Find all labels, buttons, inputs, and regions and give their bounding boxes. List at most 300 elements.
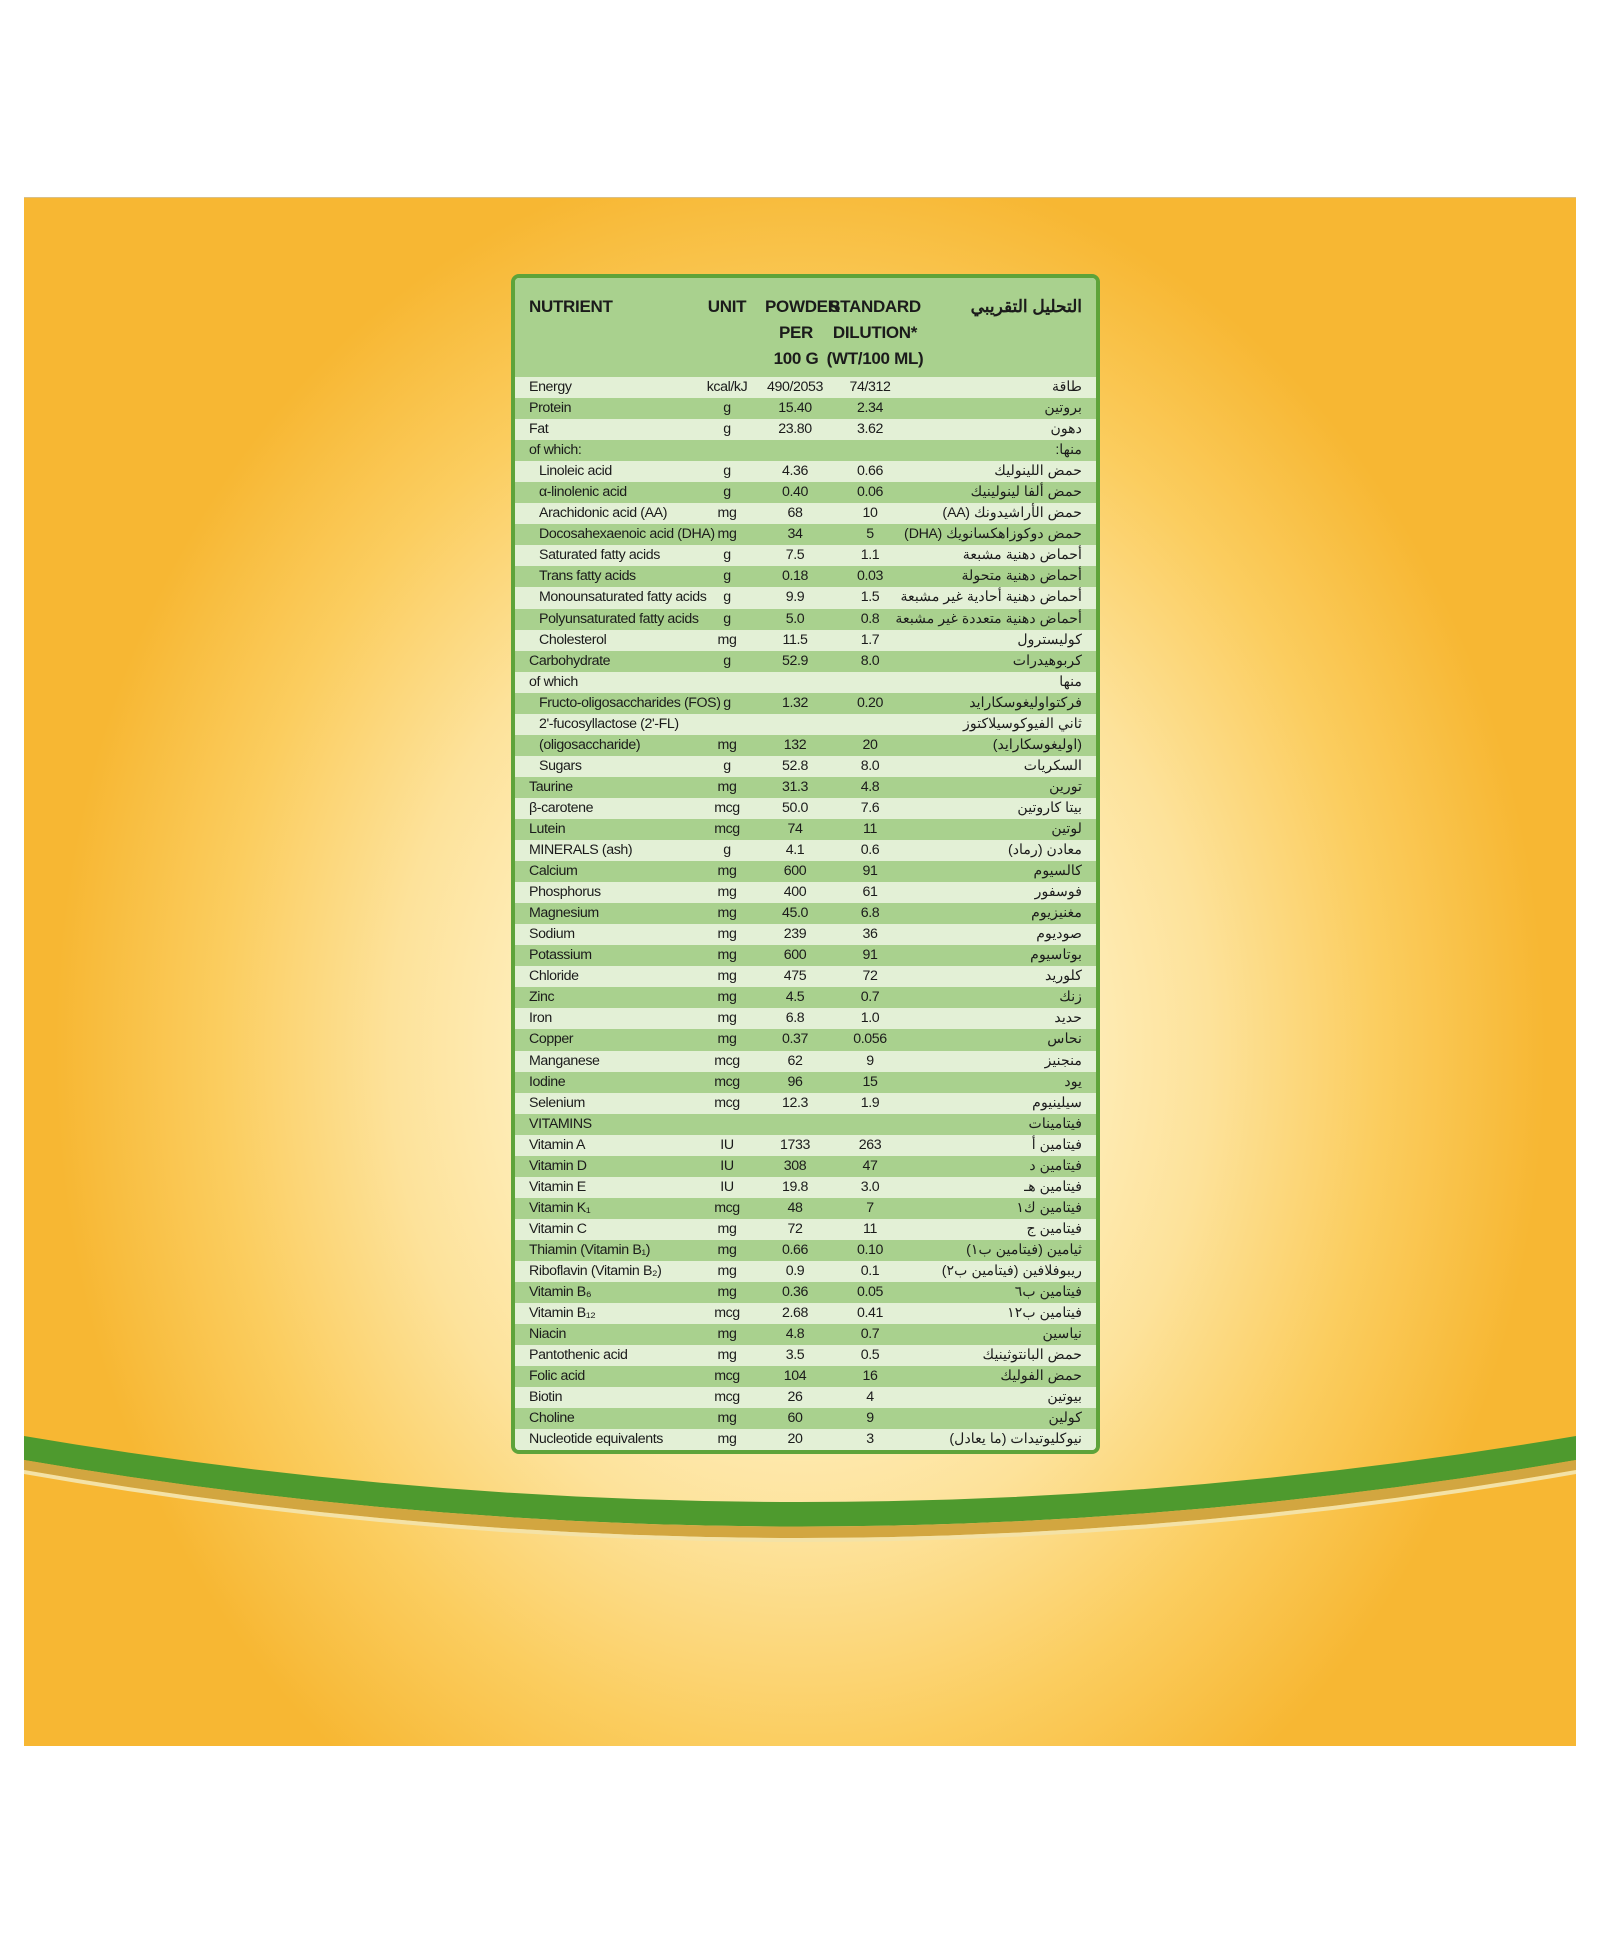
- nutrient-unit: mcg: [714, 1073, 740, 1090]
- powder-value: 34: [787, 526, 803, 543]
- nutrient-name: α-linolenic acid: [539, 484, 627, 501]
- dilution-value: 0.03: [856, 568, 883, 585]
- dilution-value: 16: [862, 1368, 878, 1385]
- dilution-value: 0.7: [860, 1326, 880, 1343]
- table-row: [515, 1051, 1096, 1072]
- nutrient-name: Copper: [529, 1031, 574, 1048]
- nutrient-unit: kcal/kJ: [706, 379, 748, 395]
- nutrient-name: of which:: [529, 442, 582, 459]
- nutrient-name-arabic: كولين: [1048, 1410, 1082, 1427]
- nutrient-name-arabic: صوديوم: [1036, 926, 1082, 943]
- nutrient-name: Selenium: [529, 1094, 585, 1111]
- powder-value: 62: [787, 1052, 803, 1069]
- dilution-value: 74/312: [849, 379, 891, 395]
- nutrient-name-arabic: مغنيزيوم: [1031, 905, 1082, 922]
- nutrient-name: Vitamin A: [529, 1136, 586, 1153]
- table-row: [515, 440, 1096, 461]
- nutrient-unit: IU: [720, 1157, 734, 1174]
- table-row: [515, 1387, 1096, 1408]
- nutrient-name-arabic: فيتامين ب١٢: [1007, 1305, 1082, 1322]
- nutrient-unit: g: [723, 610, 731, 627]
- nutrient-name: Vitamin E: [529, 1178, 586, 1195]
- powder-value: 600: [783, 947, 807, 964]
- nutrient-name: Carbohydrate: [529, 652, 611, 669]
- nutrient-name-arabic: يود: [1064, 1073, 1082, 1090]
- nutrient-unit: mcg: [714, 1199, 740, 1216]
- table-row: [515, 1156, 1096, 1177]
- nutrient-name-arabic: (اوليغوسكارايد): [992, 736, 1082, 753]
- powder-value: 15.40: [778, 400, 812, 417]
- dilution-value: 0.41: [856, 1305, 883, 1322]
- dilution-value: 7: [866, 1199, 874, 1216]
- nutrient-name-arabic: حمض دوكوزاهكسانويك (DHA): [904, 526, 1082, 543]
- header-nutrient: NUTRIENT: [529, 297, 613, 316]
- powder-value: 0.37: [781, 1031, 808, 1048]
- packaging-background: [24, 197, 1576, 1746]
- dilution-value: 47: [862, 1157, 878, 1174]
- nutrient-name-arabic: حمض الأراشيدونك (AA): [942, 505, 1082, 522]
- powder-value: 19.8: [781, 1178, 808, 1195]
- nutrient-name-arabic: فيتامين هـ: [1024, 1178, 1082, 1195]
- table-row: [515, 1408, 1096, 1429]
- nutrition-table: [511, 274, 1100, 1454]
- nutrient-name-arabic: أحماض دهنية متحولة: [961, 568, 1082, 585]
- nutrient-unit: mg: [717, 1284, 737, 1301]
- nutrient-name-arabic: معادن (رماد): [1008, 842, 1082, 859]
- dilution-value: 1.1: [860, 547, 880, 564]
- nutrient-unit: mg: [717, 1347, 737, 1364]
- nutrient-unit: mg: [717, 1431, 737, 1448]
- table-row: [515, 840, 1096, 861]
- nutrient-name-arabic: منها: [1059, 673, 1082, 690]
- powder-value: 26: [787, 1389, 803, 1406]
- header-unit: UNIT: [707, 297, 747, 316]
- table-row: [515, 1177, 1096, 1198]
- dilution-value: 0.1: [860, 1262, 880, 1279]
- dilution-value: 0.10: [856, 1241, 883, 1258]
- powder-value: 2.68: [781, 1305, 808, 1322]
- nutrient-name-arabic: نحاس: [1047, 1031, 1082, 1048]
- table-row: [515, 882, 1096, 903]
- table-row: [515, 587, 1096, 608]
- nutrient-name-arabic: فيتامينات: [1028, 1115, 1082, 1132]
- dilution-value: 0.5: [860, 1347, 880, 1364]
- dilution-value: 0.8: [860, 610, 880, 627]
- nutrient-name-arabic: فيتامين ك١: [1016, 1199, 1082, 1216]
- nutrient-name: Taurine: [529, 778, 573, 795]
- table-row: [515, 1345, 1096, 1366]
- powder-value: 52.8: [781, 757, 808, 774]
- dilution-value: 263: [858, 1136, 882, 1153]
- nutrient-name-arabic: كلوريد: [1044, 968, 1082, 985]
- nutrient-unit: g: [723, 652, 731, 669]
- nutrient-name: Vitamin C: [529, 1220, 587, 1237]
- nutrient-unit: g: [723, 463, 731, 480]
- dilution-value: 20: [862, 736, 878, 753]
- dilution-value: 1.9: [860, 1094, 880, 1111]
- powder-value: 0.40: [781, 484, 808, 501]
- table-row: [515, 398, 1096, 419]
- powder-value: 4.5: [785, 989, 805, 1006]
- nutrient-name: Docosahexaenoic acid (DHA): [539, 526, 715, 543]
- table-row: [515, 1240, 1096, 1261]
- nutrient-name: Potassium: [529, 947, 592, 964]
- nutrient-unit: g: [723, 842, 731, 859]
- nutrient-name: Vitamin K₁: [529, 1199, 591, 1216]
- table-row: [515, 1198, 1096, 1219]
- nutrient-name: Iron: [529, 1010, 552, 1027]
- header-standard-dilution: STANDARD DILUTION* (WT/100 ML): [826, 297, 924, 368]
- nutrient-name-arabic: فيتامين ج: [1026, 1220, 1082, 1237]
- nutrient-name-arabic: بيوتين: [1047, 1389, 1082, 1406]
- nutrient-name-arabic: فيتامين ب٦: [1014, 1284, 1082, 1301]
- powder-value: 68: [787, 505, 803, 522]
- table-row: [515, 630, 1096, 651]
- table-row: [515, 1366, 1096, 1387]
- table-row: [515, 1008, 1096, 1029]
- dilution-value: 7.6: [860, 799, 880, 816]
- nutrient-unit: g: [723, 568, 731, 585]
- nutrient-unit: IU: [720, 1136, 734, 1153]
- table-row: [515, 1303, 1096, 1324]
- nutrient-name-arabic: حمض الفوليك: [1000, 1368, 1082, 1385]
- nutrient-name-arabic: بيتا كاروتين: [1017, 799, 1082, 816]
- dilution-value: 1.7: [860, 631, 880, 648]
- dilution-value: 10: [862, 505, 878, 522]
- nutrient-name: Vitamin D: [529, 1157, 587, 1174]
- nutrient-name-arabic: فوسفور: [1034, 884, 1082, 901]
- dilution-value: 0.05: [856, 1284, 883, 1301]
- table-row: [515, 945, 1096, 966]
- table-row: [515, 735, 1096, 756]
- powder-value: 9.9: [785, 589, 805, 606]
- nutrient-name-arabic: سيلينيوم: [1032, 1094, 1082, 1111]
- nutrient-name-arabic: نيوكليوتيدات (ما يعادل): [949, 1431, 1082, 1448]
- nutrient-unit: mg: [717, 1220, 737, 1237]
- nutrient-unit: mcg: [714, 1389, 740, 1406]
- dilution-value: 8.0: [860, 757, 880, 774]
- header-arabic: التحليل التقريبي: [970, 297, 1082, 316]
- table-row: [515, 672, 1096, 693]
- table-row: [515, 377, 1096, 398]
- nutrient-unit: mg: [717, 947, 737, 964]
- nutrient-name: of which: [529, 673, 578, 690]
- table-row: [515, 503, 1096, 524]
- nutrient-unit: mg: [717, 736, 737, 753]
- powder-value: 0.18: [781, 568, 808, 585]
- dilution-value: 5: [866, 526, 874, 543]
- dilution-value: 2.34: [856, 400, 883, 417]
- nutrient-name: Cholesterol: [539, 631, 607, 648]
- table-row: [515, 819, 1096, 840]
- nutrient-name: Zinc: [529, 989, 555, 1006]
- dilution-value: 61: [862, 884, 878, 901]
- table-row: [515, 693, 1096, 714]
- nutrient-unit: mg: [717, 926, 737, 943]
- nutrient-name-arabic: حديد: [1054, 1010, 1082, 1027]
- powder-value: 48: [787, 1199, 803, 1216]
- nutrient-unit: mg: [717, 1241, 737, 1258]
- nutrient-name: Calcium: [529, 863, 578, 880]
- nutrient-name: Energy: [529, 379, 572, 395]
- powder-value: 0.66: [781, 1241, 808, 1258]
- powder-value: 600: [783, 863, 807, 880]
- nutrient-name-arabic: فيتامين أ: [1031, 1136, 1082, 1153]
- nutrient-name-arabic: نياسين: [1042, 1326, 1082, 1343]
- powder-value: 4.36: [781, 463, 808, 480]
- nutrient-unit: mg: [717, 778, 737, 795]
- nutrient-unit: g: [723, 400, 731, 417]
- table-row: [515, 1093, 1096, 1114]
- nutrient-name: Riboflavin (Vitamin B₂): [529, 1262, 662, 1279]
- dilution-value: 36: [862, 926, 878, 943]
- nutrient-unit: mg: [717, 1326, 737, 1343]
- nutrient-name-arabic: بروتين: [1044, 400, 1082, 417]
- nutrient-name: Polyunsaturated fatty acids: [539, 610, 699, 627]
- powder-value: 23.80: [778, 421, 812, 438]
- table-row: [515, 966, 1096, 987]
- nutrient-unit: mg: [717, 884, 737, 901]
- dilution-value: 3: [866, 1431, 874, 1448]
- dilution-value: 91: [862, 863, 878, 880]
- dilution-value: 3.62: [856, 421, 883, 438]
- nutrient-name: Magnesium: [529, 905, 599, 922]
- powder-value: 0.9: [785, 1262, 805, 1279]
- nutrient-name: β-carotene: [529, 799, 594, 816]
- table-row: [515, 714, 1096, 735]
- nutrient-name: Vitamin B₆: [529, 1284, 592, 1301]
- table-row: [515, 1219, 1096, 1240]
- table-row: [515, 756, 1096, 777]
- dilution-value: 4: [866, 1389, 874, 1406]
- dilution-value: 1.5: [860, 589, 880, 606]
- powder-value: 400: [783, 884, 807, 901]
- nutrient-name: 2'-fucosyllactose (2'-FL): [539, 715, 679, 732]
- nutrient-name: Fructo-oligosaccharides (FOS): [539, 694, 721, 711]
- nutrient-name: Niacin: [529, 1326, 567, 1343]
- nutrient-unit: mg: [717, 863, 737, 880]
- nutrient-name: Phosphorus: [529, 884, 601, 901]
- nutrient-unit: mg: [717, 1262, 737, 1279]
- dilution-value: 9: [866, 1052, 874, 1069]
- nutrient-name-arabic: السكريات: [1023, 757, 1082, 774]
- nutrient-name: Pantothenic acid: [529, 1347, 628, 1364]
- table-row: [515, 1324, 1096, 1345]
- table-row: [515, 1072, 1096, 1093]
- table-row: [515, 1261, 1096, 1282]
- nutrient-unit: mg: [717, 505, 737, 522]
- nutrient-unit: mg: [717, 1010, 737, 1027]
- dilution-value: 4.8: [860, 778, 880, 795]
- nutrient-name: Lutein: [529, 820, 566, 837]
- table-row: [515, 524, 1096, 545]
- powder-value: 52.9: [781, 652, 808, 669]
- table-row: [515, 545, 1096, 566]
- nutrient-name-arabic: حمض ألفا لينولينيك: [970, 484, 1082, 501]
- nutrient-unit: mg: [717, 905, 737, 922]
- nutrient-unit: mg: [717, 989, 737, 1006]
- powder-value: 3.5: [785, 1347, 805, 1364]
- powder-value: 308: [783, 1157, 807, 1174]
- dilution-value: 0.6: [860, 842, 880, 859]
- table-row: [515, 987, 1096, 1008]
- powder-value: 7.5: [785, 547, 805, 564]
- nutrient-name: Nucleotide equivalents: [529, 1431, 663, 1448]
- nutrient-name-arabic: بوتاسيوم: [1030, 947, 1082, 964]
- nutrient-name: Manganese: [529, 1052, 600, 1069]
- powder-value: 490/2053: [767, 379, 823, 395]
- dilution-value: 91: [862, 947, 878, 964]
- dilution-value: 6.8: [860, 905, 880, 922]
- nutrient-name-arabic: أحماض دهنية أحادية غير مشبعة: [900, 589, 1082, 606]
- nutrient-unit: IU: [720, 1178, 734, 1195]
- nutrient-name: VITAMINS: [529, 1115, 592, 1132]
- nutrient-name: Trans fatty acids: [539, 568, 636, 585]
- table-row: [515, 651, 1096, 672]
- powder-value: 11.5: [782, 631, 808, 648]
- nutrient-name-arabic: أحماض دهنية مشبعة: [962, 547, 1082, 564]
- nutrient-name-arabic: منجنيز: [1044, 1052, 1082, 1069]
- nutrient-name-arabic: حمض البانتوثينيك: [982, 1347, 1082, 1364]
- nutrient-unit: mg: [717, 526, 737, 543]
- table-row: [515, 419, 1096, 440]
- nutrient-name-arabic: زنك: [1059, 989, 1082, 1006]
- powder-value: 74: [787, 820, 803, 837]
- nutrient-name: Linoleic acid: [539, 463, 612, 480]
- nutrient-name: Chloride: [529, 968, 579, 985]
- nutrient-unit: mcg: [714, 1094, 740, 1111]
- nutrient-unit: mg: [717, 1031, 737, 1048]
- table-row: [515, 482, 1096, 503]
- nutrient-unit: g: [723, 757, 731, 774]
- nutrient-name-arabic: لوتين: [1051, 820, 1082, 837]
- nutrient-name-arabic: ثيامين (فيتامين ب١): [966, 1241, 1082, 1258]
- nutrient-name: Folic acid: [529, 1368, 585, 1385]
- table-row: [515, 1429, 1096, 1450]
- nutrient-name: Fat: [529, 421, 549, 438]
- dilution-value: 0.66: [856, 463, 883, 480]
- powder-value: 0.36: [781, 1284, 808, 1301]
- nutrient-unit: mcg: [714, 1368, 740, 1385]
- powder-value: 31.3: [781, 778, 808, 795]
- powder-value: 96: [787, 1073, 803, 1090]
- powder-value: 72: [787, 1220, 803, 1237]
- nutrient-name: Saturated fatty acids: [539, 547, 660, 564]
- table-row: [515, 1114, 1096, 1135]
- dilution-value: 72: [862, 968, 878, 985]
- nutrient-name: Choline: [529, 1410, 575, 1427]
- table-row: [515, 461, 1096, 482]
- table-row: [515, 861, 1096, 882]
- nutrient-name: MINERALS (ash): [529, 842, 633, 859]
- nutrient-name-arabic: كوليسترول: [1017, 631, 1082, 648]
- nutrient-name: Biotin: [529, 1389, 563, 1406]
- nutrient-name-arabic: ريبوفلافين (فيتامين ب٢): [941, 1262, 1082, 1279]
- nutrient-name-arabic: أحماض دهنية متعددة غير مشبعة: [895, 610, 1082, 627]
- powder-value: 6.8: [785, 1010, 805, 1027]
- nutrient-name-arabic: دهون: [1050, 421, 1082, 438]
- powder-value: 5.0: [785, 610, 805, 627]
- dilution-value: 1.0: [860, 1010, 880, 1027]
- nutrient-unit: mg: [717, 968, 737, 985]
- nutrient-unit: mg: [717, 1410, 737, 1427]
- dilution-value: 0.20: [856, 694, 883, 711]
- powder-value: 104: [783, 1368, 807, 1385]
- nutrient-name: Iodine: [529, 1073, 566, 1090]
- nutrient-name-arabic: فركتواوليغوسكارايد: [969, 694, 1082, 711]
- nutrient-name-arabic: طاقة: [1051, 379, 1082, 395]
- table-header: [515, 278, 1096, 377]
- table-row: [515, 609, 1096, 630]
- table-row: [515, 777, 1096, 798]
- powder-value: 1733: [780, 1136, 810, 1153]
- nutrient-unit: mcg: [714, 1052, 740, 1069]
- nutrient-name: Sugars: [539, 757, 582, 774]
- table-row: [515, 798, 1096, 819]
- powder-value: 4.8: [785, 1326, 805, 1343]
- table-row: [515, 566, 1096, 587]
- nutrient-name-arabic: منها:: [1055, 442, 1082, 459]
- powder-value: 475: [783, 968, 807, 985]
- dilution-value: 0.7: [860, 989, 880, 1006]
- powder-value: 45.0: [781, 905, 808, 922]
- dilution-value: 11: [863, 1220, 877, 1237]
- powder-value: 60: [787, 1410, 803, 1427]
- table-row: [515, 924, 1096, 945]
- nutrient-unit: g: [723, 694, 731, 711]
- nutrient-unit: mcg: [714, 1305, 740, 1322]
- dilution-value: 3.0: [860, 1178, 880, 1195]
- powder-value: 1.32: [781, 694, 808, 711]
- table-row: [515, 1029, 1096, 1050]
- dilution-value: 0.06: [856, 484, 883, 501]
- nutrient-name-arabic: ثاني الفيوكوسيلاكتوز: [963, 715, 1082, 732]
- nutrient-unit: g: [723, 547, 731, 564]
- nutrient-name: Arachidonic acid (AA): [539, 505, 668, 522]
- nutrient-name: Protein: [529, 400, 572, 417]
- nutrient-name-arabic: تورين: [1049, 778, 1082, 795]
- nutrient-name-arabic: كربوهيدرات: [1012, 652, 1082, 669]
- nutrient-name: Sodium: [529, 926, 575, 943]
- dilution-value: 8.0: [860, 652, 880, 669]
- nutrient-name: (oligosaccharide): [539, 736, 641, 753]
- powder-value: 20: [787, 1431, 803, 1448]
- nutrient-unit: g: [723, 421, 731, 438]
- nutrient-name: Monounsaturated fatty acids: [539, 589, 707, 606]
- nutrient-name-arabic: كالسيوم: [1033, 863, 1082, 880]
- nutrient-unit: mg: [717, 631, 737, 648]
- table-body: [515, 377, 1096, 1450]
- nutrient-name: Thiamin (Vitamin B₁): [529, 1241, 651, 1258]
- powder-value: 12.3: [781, 1094, 808, 1111]
- table-row: [515, 903, 1096, 924]
- nutrient-unit: mcg: [714, 799, 740, 816]
- dilution-value: 9: [866, 1410, 874, 1427]
- powder-value: 50.0: [781, 799, 808, 816]
- powder-value: 239: [783, 926, 807, 943]
- dilution-value: 11: [863, 820, 877, 837]
- powder-value: 132: [783, 736, 807, 753]
- powder-value: 4.1: [785, 842, 805, 859]
- table-row: [515, 1135, 1096, 1156]
- nutrient-name-arabic: فيتامين د: [1029, 1157, 1082, 1174]
- table-row: [515, 1282, 1096, 1303]
- nutrient-unit: g: [723, 589, 731, 606]
- nutrient-name-arabic: حمض اللينوليك: [994, 463, 1082, 480]
- header-powder: POWDER PER 100 G: [765, 297, 840, 368]
- dilution-value: 15: [862, 1073, 878, 1090]
- nutrient-name: Vitamin B₁₂: [529, 1305, 596, 1322]
